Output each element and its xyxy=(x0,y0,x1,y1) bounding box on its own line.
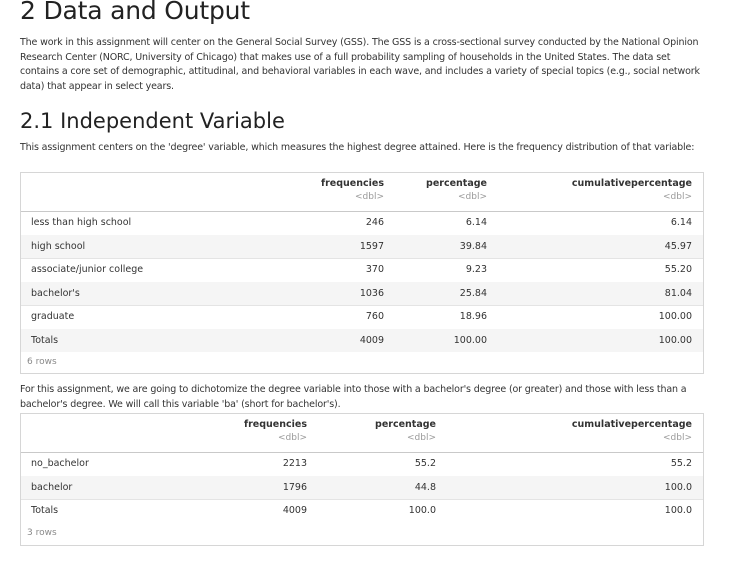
frequency-cell: 2213 xyxy=(282,458,307,469)
percentage-cell: 100.00 xyxy=(453,334,487,346)
frequency-cell: 246 xyxy=(365,217,384,228)
row-label: Totals xyxy=(31,334,59,346)
table-row xyxy=(21,499,703,523)
percentage-cell: 9.23 xyxy=(465,264,487,275)
column-type: <dbl> xyxy=(354,192,384,202)
cumulative-cell: 100.0 xyxy=(664,481,692,493)
row-label: bachelor's xyxy=(31,287,80,299)
percentage-cell: 100.0 xyxy=(408,505,436,516)
frequency-cell: 4009 xyxy=(359,334,384,346)
column-type: <dbl> xyxy=(406,433,436,443)
frequency-cell: 1597 xyxy=(359,240,384,252)
cumulative-cell: 100.0 xyxy=(664,505,692,516)
frequency-cell: 4009 xyxy=(282,505,307,516)
percentage-cell: 55.2 xyxy=(414,458,436,469)
subsection-intro: This assignment centers on the 'degree' variable, which measures the highest degree attained. Here is the frequency distribution of that variable: xyxy=(20,142,695,153)
table-row xyxy=(21,235,703,260)
row-label: high school xyxy=(31,240,86,252)
table-header xyxy=(21,414,703,453)
row-count: 3 rows xyxy=(27,528,57,538)
cumulative-cell: 100.00 xyxy=(658,311,692,322)
row-label: bachelor xyxy=(31,481,73,493)
table-row xyxy=(21,305,703,330)
table-row xyxy=(21,452,703,477)
frequency-cell: 1036 xyxy=(359,287,384,299)
column-type: <dbl> xyxy=(457,192,487,202)
percentage-cell: 25.84 xyxy=(459,287,487,299)
column-header[interactable] xyxy=(21,173,692,211)
cumulative-cell: 55.2 xyxy=(670,458,692,469)
degree-frequency-table xyxy=(20,172,704,374)
column-name: percentage xyxy=(375,419,436,430)
row-label: graduate xyxy=(31,311,75,322)
table-row xyxy=(21,258,703,283)
section-title: 2 Data and Output xyxy=(20,0,250,25)
column-type: <dbl> xyxy=(662,433,692,443)
column-type: <dbl> xyxy=(662,192,692,202)
dichotomize-text: For this assignment, we are going to dichotomize the degree variable into those with a bachelor's degree (or greater) and those with less than a bachelor's degree. We will call this variable 'ba' (short for bachelor's). xyxy=(20,384,687,410)
column-name: frequencies xyxy=(243,419,307,430)
table-row xyxy=(21,476,703,501)
table-row xyxy=(21,211,703,236)
percentage-cell: 18.96 xyxy=(459,311,487,322)
cumulative-cell: 6.14 xyxy=(670,217,692,228)
percentage-cell: 6.14 xyxy=(465,217,487,228)
column-header[interactable] xyxy=(21,414,692,452)
bachelor-frequency-table xyxy=(20,413,704,546)
cumulative-cell: 55.20 xyxy=(664,264,692,275)
section-intro: The work in this assignment will center on the General Social Survey (GSS). The GSS is a cross-sectional survey conducted by the National Opinion Research Center (NORC, University of Chicago) that makes use of a full probability sampling of households in the United States. The data set contains a core set of demographic, attitudinal, and behavioral variables in each wave, and includes a variety of special topics (e.g., social network data) that appear in select years. xyxy=(20,37,700,92)
column-name: percentage xyxy=(426,178,487,189)
row-label: Totals xyxy=(31,505,59,516)
frequency-cell: 1796 xyxy=(282,481,307,493)
percentage-cell: 39.84 xyxy=(459,240,487,252)
table-header xyxy=(21,173,703,212)
table-row xyxy=(21,282,703,307)
subsection-title: 2.1 Independent Variable xyxy=(20,109,285,133)
row-label: less than high school xyxy=(31,217,132,228)
percentage-cell: 44.8 xyxy=(414,481,436,493)
document-content xyxy=(20,0,704,538)
row-label: no_bachelor xyxy=(31,458,89,469)
row-label: associate/junior college xyxy=(31,264,144,275)
cumulative-cell: 45.97 xyxy=(664,240,692,252)
column-name: frequencies xyxy=(320,178,384,189)
frequency-cell: 370 xyxy=(365,264,384,275)
column-type: <dbl> xyxy=(277,433,307,443)
table-row xyxy=(21,329,703,353)
column-name: cumulativepercentage xyxy=(571,178,692,189)
row-count: 6 rows xyxy=(27,357,57,367)
cumulative-cell: 81.04 xyxy=(664,287,692,299)
cumulative-cell: 100.00 xyxy=(658,334,692,346)
column-name: cumulativepercentage xyxy=(571,419,692,430)
frequency-cell: 760 xyxy=(365,311,384,322)
